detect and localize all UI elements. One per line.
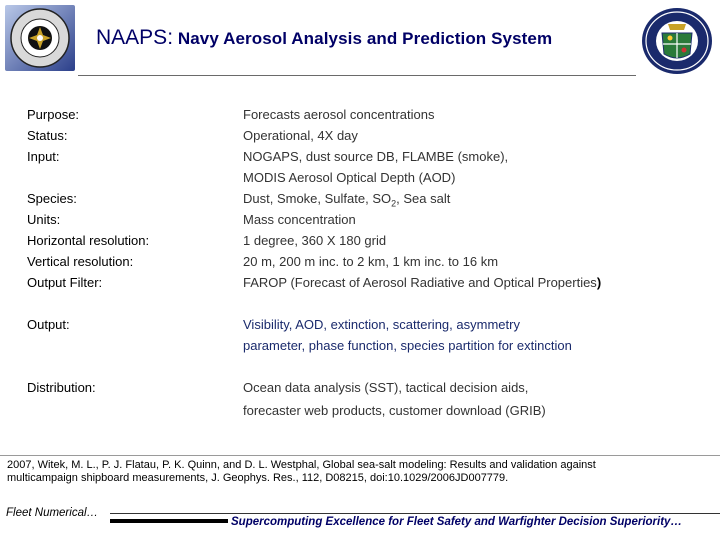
footer-rule [110,513,720,514]
title-divider [78,75,636,76]
footer-accent-bar [110,519,228,523]
distribution-label: Distribution: [27,380,96,395]
vertical-resolution-label: Vertical resolution: [27,254,134,269]
footer-organization: Fleet Numerical… [6,507,99,519]
output-filter-label: Output Filter: [27,275,103,290]
footer-tagline: Supercomputing Excellence for Fleet Safety and Warfighter Decision Superiority… [231,516,682,528]
horizontal-resolution-label: Horizontal resolution: [27,233,150,248]
species-label: Species: [27,191,77,206]
title-full-name: Navy Aerosol Analysis and Prediction System [173,29,553,48]
status-label: Status: [27,128,68,143]
input-value-line1: NOGAPS, dust source DB, FLAMBE (smoke), [243,149,509,164]
naval-research-laboratory-seal [640,6,714,76]
units-label: Units: [27,212,61,227]
reference-line-2: multicampaign shipboard measurements, J. Geophys. Res., 112, D08215, doi:10.1029/2006JD007779. [7,472,509,484]
output-filter-close-paren: ) [596,275,602,290]
reference-citation [7,459,707,485]
purpose-label: Purpose: [27,107,80,122]
horizontal-resolution-value: 1 degree, 360 X 180 grid [243,233,387,248]
status-value: Operational, 4X day [243,128,358,143]
distribution-value-line2: forecaster web products, customer download (GRIB) [243,403,546,418]
fleet-numerical-logo [5,5,75,71]
input-value-line2: MODIS Aerosol Optical Depth (AOD) [243,170,456,185]
output-label: Output: [27,317,70,332]
reference-divider [0,455,720,456]
purpose-value: Forecasts aerosol concentrations [243,107,435,122]
output-filter-value [243,275,601,290]
title-acronym: NAAPS: [96,26,174,49]
page-title [96,26,552,50]
output-value-line2: parameter, phase function, species partition for extinction [243,338,572,353]
distribution-value-line1: Ocean data analysis (SST), tactical decision aids, [243,380,529,395]
vertical-resolution-value: 20 m, 200 m inc. to 2 km, 1 km inc. to 16 km [243,254,499,269]
species-value [243,191,450,209]
units-value: Mass concentration [243,212,356,227]
species-text-before: Dust, Smoke, Sulfate, SO [243,191,392,206]
species-text-after: , Sea salt [396,191,451,206]
output-filter-text: FAROP (Forecast of Aerosol Radiative and Optical Properties [243,275,597,290]
input-label: Input: [27,149,60,164]
output-value-line1: Visibility, AOD, extinction, scattering, asymmetry [243,317,520,332]
species-subscript: 2 [391,198,397,209]
reference-line-1: 2007, Witek, M. L., P. J. Flatau, P. K. Quinn, and D. L. Westphal, Global sea-salt modeling: Results and validation against [7,459,596,471]
